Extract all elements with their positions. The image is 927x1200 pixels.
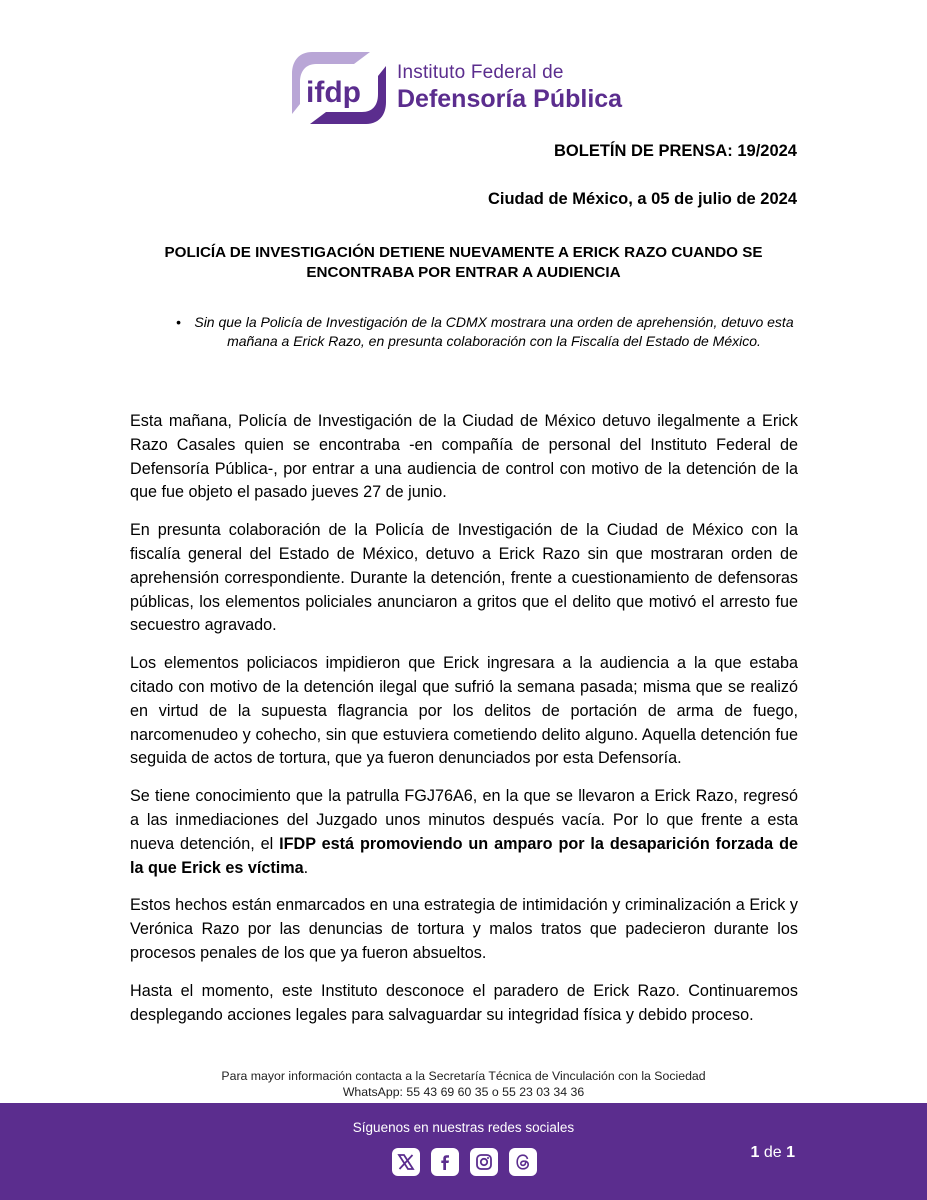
summary-bullet (176, 313, 800, 351)
bulletin-number: BOLETÍN DE PRENSA: 19/2024 (554, 142, 797, 160)
instagram-icon[interactable] (470, 1148, 498, 1176)
paragraph-5: Estos hechos están enmarcados en una estrategia de intimidación y criminalización a Erick y Verónica Razo por las denuncias de tortura y malos tratos que padecieron durante los procesos penales de los que ya fueron absueltos. (130, 896, 798, 962)
follow-us-text: Síguenos en nuestras redes sociales (352, 1120, 575, 1135)
press-release-body (130, 410, 798, 1041)
contact-whatsapp: WhatsApp: 55 43 69 60 35 o 55 23 03 34 36 (342, 1084, 585, 1099)
x-icon[interactable] (392, 1148, 420, 1176)
social-icons (392, 1148, 537, 1176)
ifdp-logo (284, 44, 624, 130)
logo-mark-text: ifdp (306, 76, 361, 109)
dateline: Ciudad de México, a 05 de julio de 2024 (487, 190, 797, 208)
paragraph-4-end: . (303, 858, 309, 877)
paragraph-4-start: Se tiene conocimiento que la patrulla FGJ76A6, en la que se llevaron a Erick Razo, regresó a las inmediaciones del Juzgado unos minutos después vacía. Por lo que frente a esta nueva detención, el (130, 787, 798, 853)
page-total: 1 (786, 1144, 795, 1161)
headline: POLICÍA DE INVESTIGACIÓN DETIENE NUEVAMENTE A ERICK RAZO CUANDO SE ENCONTRABA POR ENTRAR A AUDIENCIA (164, 244, 763, 281)
threads-icon[interactable] (509, 1148, 537, 1176)
page-current: 1 (750, 1144, 760, 1161)
paragraph-1: Esta mañana, Policía de Investigación de la Ciudad de México detuvo ilegalmente a Erick Razo Casales quien se encontraba -en compañía de personal del Instituto Federal de Defensoría Pública-, por entrar a una audiencia de control con motivo de la detención de la que fue objeto el pasado jueves 27 de junio. (130, 412, 798, 502)
paragraph-2: En presunta colaboración de la Policía de Investigación de la Ciudad de México con la fiscalía general del Estado de México, detuvo a Erick Razo sin que mostraran orden de aprehensión correspondiente. Durante la detención, frente a cuestionamiento de defensoras públicas, los elementos policiales anunciaron a gritos que el delito que motivó el arresto fue secuestro agravado. (130, 521, 798, 635)
footer-bar (0, 1103, 927, 1200)
paragraph-4 (130, 785, 798, 880)
page-number (750, 1144, 795, 1162)
logo-line2: Defensoría Pública (397, 85, 623, 113)
bullet-dot-icon: • (176, 314, 181, 330)
contact-info (0, 1069, 927, 1100)
paragraph-6: Hasta el momento, este Instituto desconoce el paradero de Erick Razo. Continuaremos desplegando acciones legales para salvaguardar su integridad física y debido proceso. (130, 981, 798, 1024)
ifdp-logo-mark (284, 44, 394, 130)
paragraph-3: Los elementos policiacos impidieron que Erick ingresara a la audiencia a la que estaba citado con motivo de la detención ilegal que sufrió la semana pasada; misma que se realizó en virtud de la supuesta flagrancia por los delitos de portación de arma de fuego, narcomenudeo y cohecho, sin que estuviera cometiendo delito alguno. Aquella detención fue seguida de actos de tortura, que ya fueron denunciados por esta Defensoría. (130, 654, 798, 768)
page-of: de (763, 1144, 782, 1161)
logo-wordmark (397, 62, 622, 114)
contact-line-1: Para mayor información contacta a la Secretaría Técnica de Vinculación con la Sociedad (221, 1069, 706, 1083)
logo-line1: Instituto Federal de (397, 62, 564, 83)
summary-bullet-text: Sin que la Policía de Investigación de la CDMX mostrara una orden de aprehensión, detuvo esta mañana a Erick Razo, en presunta colaboración con la Fiscalía del Estado de México. (194, 314, 794, 349)
facebook-icon[interactable] (431, 1148, 459, 1176)
paragraph-4-bold: IFDP está promoviendo un amparo por la desaparición forzada de la que Erick es víctima (130, 834, 798, 877)
